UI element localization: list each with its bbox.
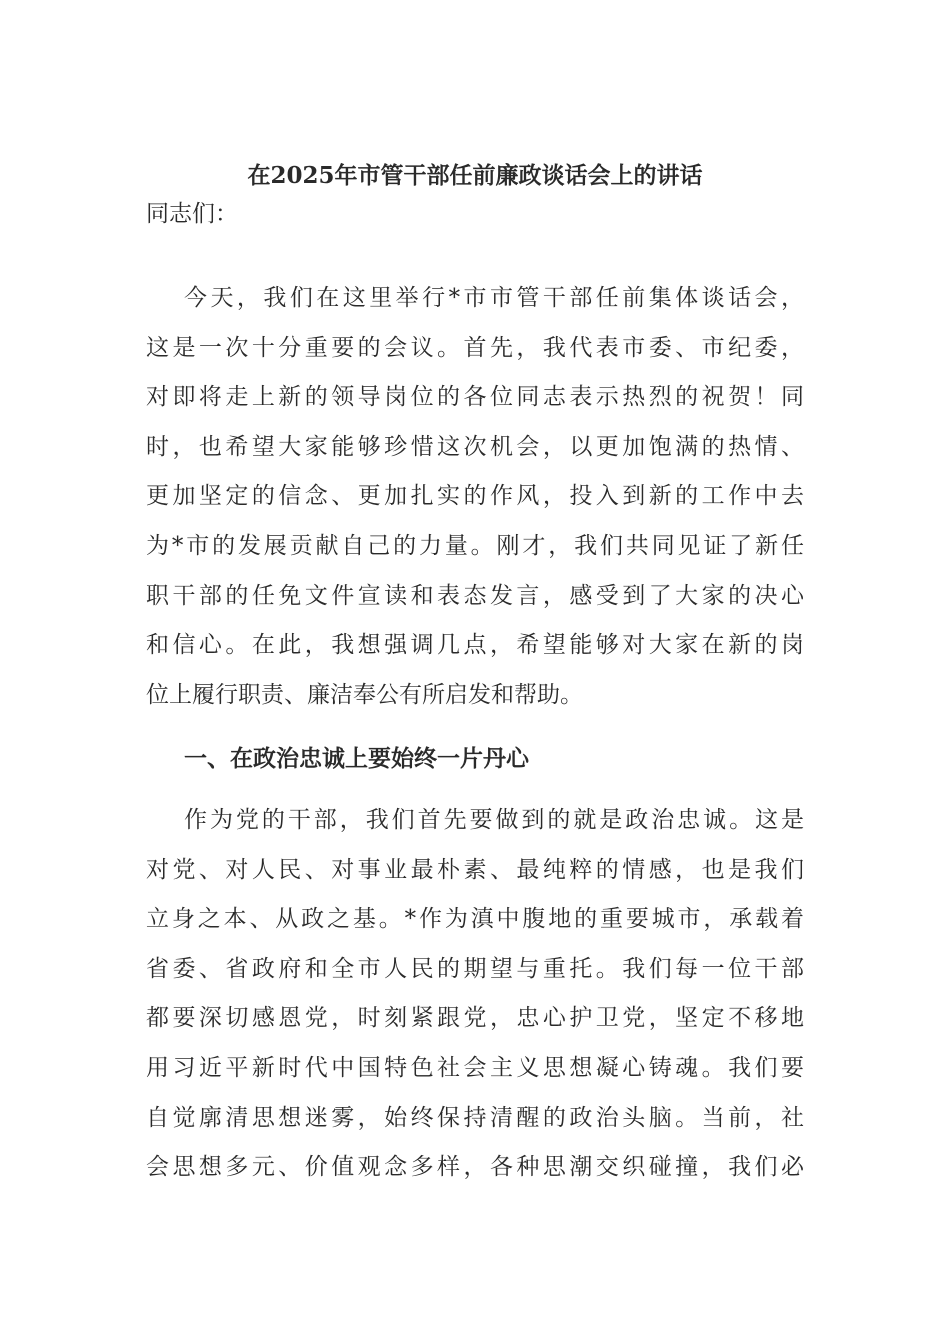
text-line: 这是一次十分重要的会议。首先，我代表市委、市纪委， (146, 334, 804, 361)
text-line: 对党、对人民、对事业最朴素、最纯粹的情感，也是我们 (146, 856, 804, 883)
text-line: 和信心。在此，我想强调几点，希望能够对大家在新的岗 (146, 632, 804, 659)
section-heading: 一、在政治忠诚上要始终一片丹心 (184, 745, 529, 772)
text-line: 作为党的干部，我们首先要做到的就是政治忠诚。这是 (184, 807, 804, 833)
paragraph-intro (146, 274, 804, 720)
text-line: 位上履行职责、廉洁奉公有所启发和帮助。 (146, 681, 583, 708)
greeting: 同志们： (146, 201, 238, 227)
text-line: 都要深切感恩党，时刻紧跟党，忠心护卫党，坚定不移地 (146, 1005, 804, 1032)
text-line: 今天，我们在这里举行*市市管干部任前集体谈话会， (184, 285, 804, 311)
text-line: 省委、省政府和全市人民的期望与重托。我们每一位干部 (146, 955, 804, 982)
text-line: 为*市的发展贡献自己的力量。刚才，我们共同见证了新任 (146, 532, 804, 559)
paragraph-political-loyalty (146, 796, 804, 1193)
text-line: 立身之本、从政之基。*作为滇中腹地的重要城市，承载着 (146, 906, 804, 933)
text-line: 用习近平新时代中国特色社会主义思想凝心铸魂。我们要 (146, 1054, 804, 1081)
text-line: 时，也希望大家能够珍惜这次机会，以更加饱满的热情、 (146, 433, 804, 460)
document-title: 在2025年市管干部任前廉政谈话会上的讲话 (247, 162, 703, 189)
text-line: 自觉廓清思想迷雾，始终保持清醒的政治头脑。当前，社 (146, 1104, 804, 1131)
text-line: 更加坚定的信念、更加扎实的作风，投入到新的工作中去 (146, 483, 804, 510)
text-line: 对即将走上新的领导岗位的各位同志表示热烈的祝贺！同 (146, 384, 804, 411)
text-line: 职干部的任免文件宣读和表态发言，感受到了大家的决心 (146, 582, 804, 609)
text-line: 会思想多元、价值观念多样，各种思潮交织碰撞，我们必 (146, 1154, 804, 1181)
